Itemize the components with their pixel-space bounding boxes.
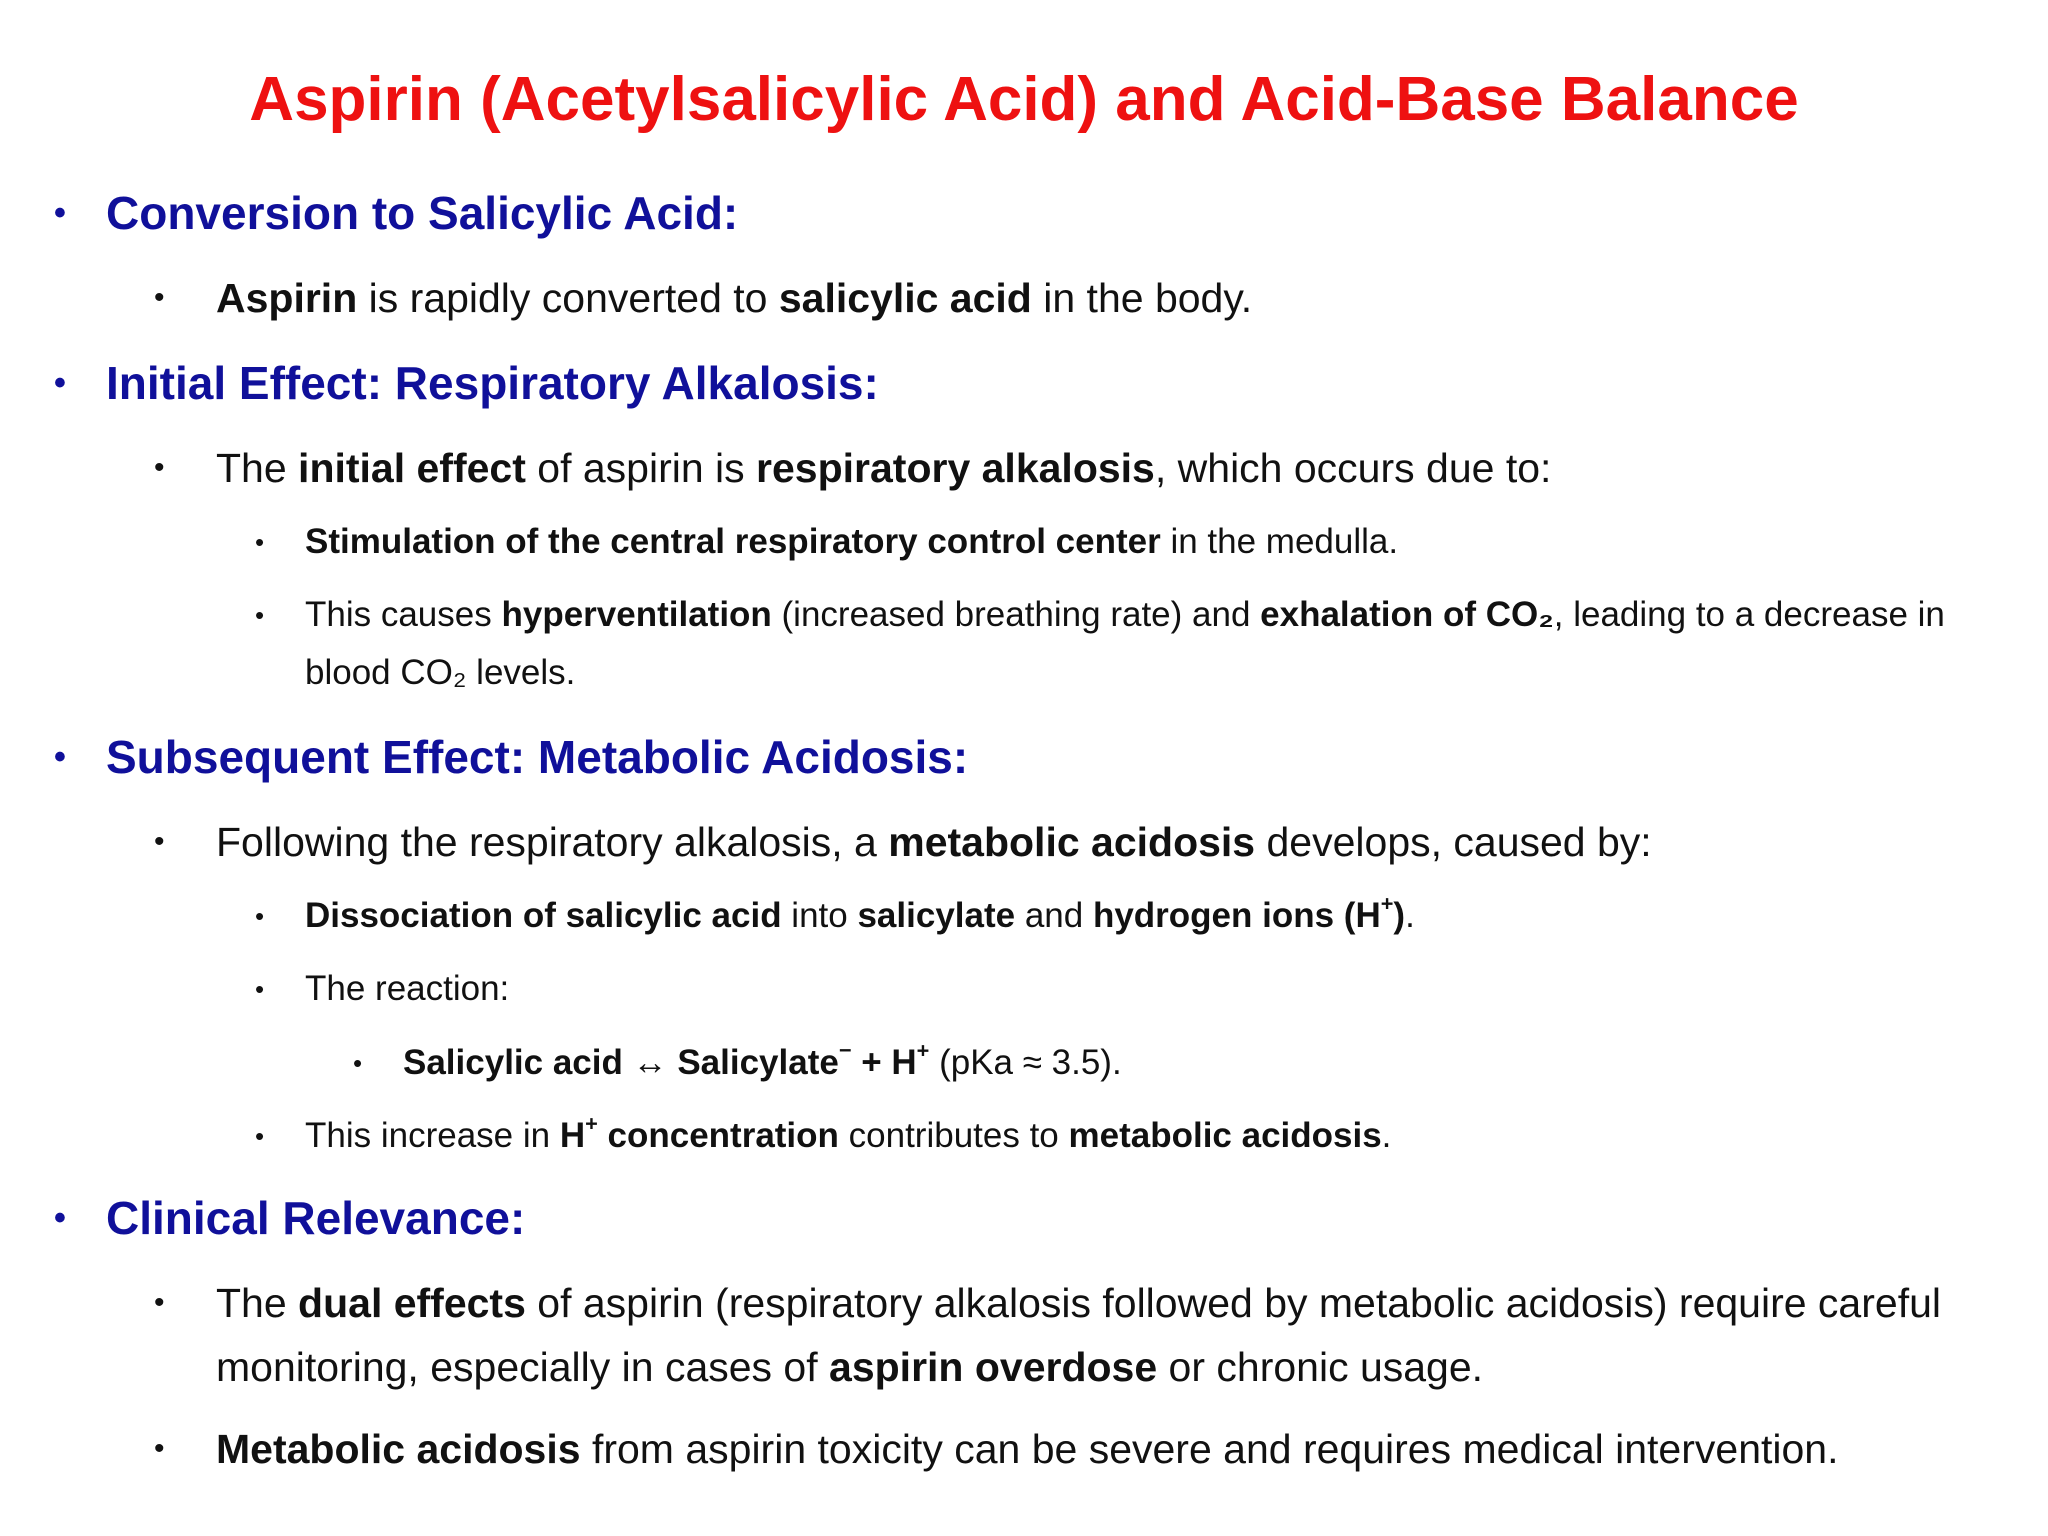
item-text: The initial effect of aspirin is respiratory alkalosis, which occurs due to:	[216, 445, 1552, 491]
bullet-icon: •	[54, 738, 66, 776]
bullet-icon: •	[255, 901, 265, 931]
item-text: This causes hyperventilation (increased breathing rate) and exhalation of CO₂, leading to a decrease in blood CO₂ levels.	[305, 595, 1945, 692]
item-text: Metabolic acidosis from aspirin toxicity can be severe and requires medical intervention.	[216, 1426, 1839, 1472]
bullet-icon: •	[54, 1199, 66, 1237]
bullet-icon: •	[54, 194, 66, 232]
item-text: Dissociation of salicylic acid into salicylate and hydrogen ions (H+).	[305, 890, 1415, 935]
item-text: This increase in H+ concentration contributes to metabolic acidosis.	[305, 1110, 1392, 1155]
bullet-icon: •	[255, 527, 265, 557]
item-text: Aspirin is rapidly converted to salicylic acid in the body.	[216, 275, 1253, 321]
item-text: Following the respiratory alkalosis, a metabolic acidosis develops, caused by:	[216, 819, 1652, 865]
bullet-icon: •	[154, 1286, 165, 1319]
heading-text: Subsequent Effect: Metabolic Acidosis:	[106, 731, 969, 783]
bullet-icon: •	[255, 600, 265, 630]
item-text: Salicylic acid ↔ Salicylate− + H+ (pKa ≈ 3.5).	[403, 1037, 1122, 1082]
bullet-icon: •	[353, 1048, 363, 1078]
item-text: Stimulation of the central respiratory control center in the medulla.	[305, 522, 1399, 561]
item-text: The dual effects of aspirin (respiratory alkalosis followed by metabolic acidosis) require careful monitoring, especially in cases of aspirin overdose or chronic usage.	[216, 1280, 1941, 1390]
bullet-icon: •	[154, 281, 165, 314]
heading-text: Clinical Relevance:	[106, 1192, 526, 1244]
bullet-icon: •	[154, 451, 165, 484]
heading-text: Initial Effect: Respiratory Alkalosis:	[106, 357, 879, 409]
bullet-icon: •	[154, 825, 165, 858]
bullet-icon: •	[154, 1432, 165, 1465]
slide-title: Aspirin (Acetylsalicylic Acid) and Acid-Base Balance	[249, 65, 1799, 134]
bullet-icon: •	[255, 1121, 265, 1151]
bullet-icon: •	[54, 364, 66, 402]
bullet-icon: •	[255, 974, 265, 1004]
item-text: The reaction:	[305, 969, 510, 1008]
heading-text: Conversion to Salicylic Acid:	[106, 187, 739, 239]
equilibrium-arrow-icon: ↔	[632, 1043, 668, 1082]
